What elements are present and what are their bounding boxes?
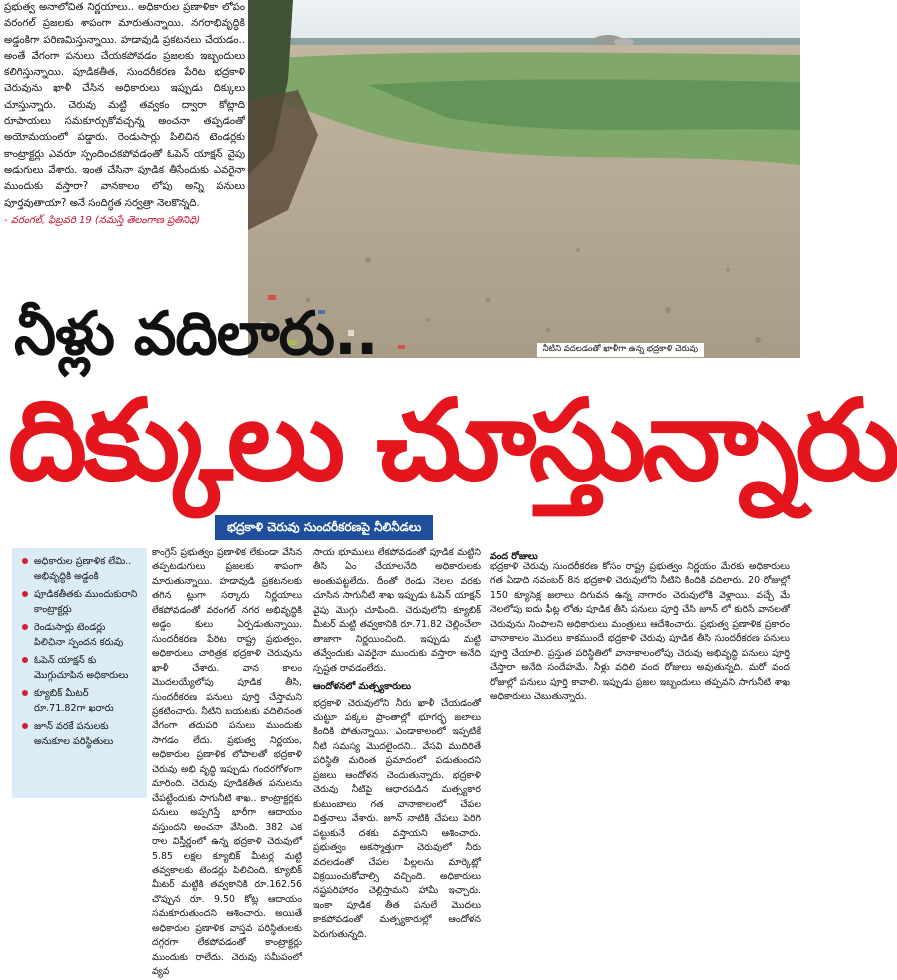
- list-item: ఓపెన్ యాక్షన్ కు మొగ్గుచూపిన అధికారులు: [20, 653, 139, 683]
- list-item: క్యూబిక్ మీటర్ రూ.71.82గా ఖరారు: [20, 686, 139, 716]
- article-column-4: [490, 560, 790, 705]
- article-column-1: [152, 546, 302, 980]
- column-3-body: భద్రకాళి చెరువు సుందరీకరణ కోసం రాష్ట్ర ప్రభుత్వం నిర్ణయం మేరకు అధికారులు గత ఏడాది నవంబర్ 8న భద్రకాళి చెరువులోని నీటిని కిందికి వదిలారు. 20 రోజుల్లో 150 క్యూసెక్ల జలాలు దిగువన ఉన్న నాగారం చెరువులోకి వెళ్లాయి. వచ్చే మే నెలలోపు ఐదు ఫీట్ల లోతు పూడిక తీసి పనులు పూర్తి చేసి జూన్ లో కురిసే వానలతో చెరువును నింపాలని అధికారులు మంత్రులు ఆదేశించారు. ప్రభుత్వ ప్రణాళిక ప్రకారం వానాకాలం మొదలు కాకముందే భద్రకాళి చెరువు పూడిక తీసి సుందరీకరణ పనులు పూర్తి చేయాలి. ప్రస్తుత పరిస్థితిలో వానాకాలంలోపు చెరువు అభివృద్ధి పనులు పూర్తి చేస్తారా అనేది సందేహమే. నీళ్లు వదిలి వంద రోజులు అవుతున్నది. మరో వంద రోజుల్లో పనులు పూర్తి కావాలి. ఇప్పుడు ప్రజల ఇబ్బందులు తప్పవని సాగునీటి శాఖ అధికారులు చెబుతున్నారు.: [490, 561, 790, 703]
- subheadline-banner: భద్రకాళి చెరువు సుందరీకరణపై నీలినీడలు: [215, 515, 433, 540]
- intro-text: ప్రభుత్వ అనాలోచిత నిర్ణయాలు.. అధికారుల ప్రణాళికా లోపం వరంగల్ ప్రజలకు శాపంగా మారుతున్నాయి. నగరాభివృద్ధికి అడ్డంకిగా పరిణమిస్తున్నాయి. హడావుడి ప్రకటనలు చేయడం.. అంతే వేగంగా పనులు చేయకపోవడం ప్రజలకు ఇబ్బందులు కలిగిస్తున్నాయి. పూడికతీత, సుందరీకరణ పేరిట భద్రకాళి చెరువును ఖాళీ చేసిన అధికారులు ఇప్పుడు దిక్కులు చూస్తున్నారు. చెరువు మట్టి తవ్వకం ద్వారా కోట్లాది రూపాయలు సమకూర్చుకోవచ్చన్న అంచనా తప్పడంతో అయోమయంలో పడ్డారు. రెండుసార్లు పిలిచిన టెండర్లకు కాంట్రాక్టర్లు ఎవరూ స్పందించకపోవడంతో ఓపెన్ యాక్షన్ వైపు అడుగులు వేశారు. ఇంత చేసినా పూడిక తీసేందుకు ఎవరైనా ముందుకు వస్తారా? వానకాలం లోపు అన్ని పనులు పూర్తవుతాయా? అనే సందిగ్ధత సర్వత్రా నెలకొన్నది.: [4, 2, 245, 209]
- highlights-sidebar: [12, 548, 147, 798]
- column-2-subheading: ఆందోళనలో మత్స్యకారులు: [313, 681, 411, 693]
- column-2-text: సాయ భూములు లేకపోవడంతో పూడిక మట్టిని తీసి ఏం చేయాలనేది అధికారులకు అంతుపట్టలేదు. దీంతో రెండు నెలల వరకు చూసిన సాగునీటి శాఖ ఇప్పుడు ఓపెన్ యాక్షన్ వైపు మొగ్గు చూపింది. చెరువులోని క్యూబిక్ మీటర్ మట్టి తవ్వకానికి రూ.71.82 చెల్లించేలా తాజాగా నిర్ణయించింది. ఇప్పుడు మట్టి తవ్వేందుకు ఎవరైనా ముందుకు వస్తారా అనేది స్పష్టత రావడంలేదు.: [313, 547, 481, 674]
- headline-line-2: దిక్కులు చూస్తున్నారు: [8, 376, 897, 506]
- intro-paragraph: [4, 0, 245, 300]
- dateline: - వరంగల్, ఫిబ్రవరి 19 (నమస్తే తెలంగాణ ప్రతినిధి): [4, 214, 201, 226]
- column-3-subheading: వంద రోజులు: [490, 551, 538, 562]
- list-item: జూన్ వరకే పనులకు అనుకూల పరిస్థితులు: [20, 719, 139, 749]
- headline-line-1: నీళ్లు వదిలారు..: [14, 299, 378, 369]
- photo-caption: నీటిని వదలడంతో ఖాళీగా ఉన్న భద్రకాళి చెరువు: [537, 343, 704, 357]
- column-2-body: భద్రకాళి చెరువులోని నీరు ఖాళీ చేయడంతో చుట్టూ పక్కల ప్రాంతాల్లో భూగర్భ జలాలు కిందికి పోతున్నాయి. ఎండాకాలంలో ఇప్పటికే నీటి సమస్య మొదలైందని.. వేసవి ముదిరితే పరిస్థితి మరింత ప్రమాదంలో పడుతుందని ప్రజలు ఆందోళన చెందుతున్నారు. భద్రకాళి చెరువు నీటిపై ఆధారపడిన మత్స్యకార కుటుంబాలు గత వానాకాలంలో చేపల విత్తనాలు వేశారు. జూన్ నాటికి చేపలు పెరిగి పట్టుకునే దశకు వస్తాయని ఆశించారు. ప్రభుత్వం అకస్మాత్తుగా చెరువులో నీరు వదలడంతో చేపల పిల్లలను మార్కెట్లో విక్రయించుకోవాల్సి వచ్చింది. అధికారులు నష్టపరిహారం చెల్లిస్తామని హామీ ఇచ్చారు. ఇంకా పూడిక తీత పనులే మొదలు కాకపోవడంతో మత్స్యకారుల్లో ఆందోళన పెరుగుతున్నది.: [313, 697, 481, 940]
- list-item: రెండుసార్లు టెండర్లు పిలిచినా స్పందన కరువు: [20, 620, 139, 650]
- list-item: పూడికతీతకు ముందుకురాని కాంట్రాక్టర్లు: [20, 587, 139, 617]
- column-1-text: కాంగ్రెస్ ప్రభుత్వం ప్రణాళిక లేకుండా వేసిన తప్పటడుగులు ప్రజలకు శాపంగా మారుతున్నాయి. హడావుడి ప్రకటనలకు తగిన ట్లుగా సర్కారు నిర్ణయాలు లేకపోవడంతో వరంగల్ నగర అభివృద్ధికి అడ్డం కులు ఏర్పడుతున్నాయి. సుందరీకరణ పేరిట రాష్ట్ర ప్రభుత్వం, అధికారులు చారిత్రక భద్రకాళి చెరువును ఖాళీ చేశారు. వాన కాలం మొదలయ్యేలోపు పూడిక తీసి, సుందరీకరణ పనులు పూర్తి చేస్తామని ప్రకటించారు. నీటిని బయటకు వదిలినంత వేగంగా తదుపరి పనులు ముందుకు సాగడం లేదు. ప్రభుత్వ నిర్ణయం, అధికారుల ప్రణాళిక లోపాలతో భద్రకాళి చెరువు అభి వృద్ధి ఇప్పుడు గందరగోళంగా మారింది. చెరువు పూడికతీత పనులను చేపట్టేందుకు సాగునీటి శాఖ.. కాంట్రాక్టర్లకు పనులు అప్పగిస్తే భారీగా ఆదాయం వస్తుందని అంచనా వేసింది. 382 ఎక రాల విస్తీర్ణంలో ఉన్న భద్రకాళి చెరువులో 5.85 లక్షల క్యూబిక్ మీటర్ల మట్టి తవ్వకాలకు టెండర్లు పిలిచింది. క్యూబిక్ మీటర్ మట్టికి తవ్వకానికి రూ.162.56 చొప్పున రూ. 9.50 కోట్ల ఆదాయం సమకూరుతుందని ఆశించారు. అయితే అధికారుల ప్రణాళిక వాస్తవ పరిస్థితులకు దగ్గరగా లేకపోవడంతో కాంట్రాక్టర్లు ముందుకు రాలేదు. చెరువు సమీపంలో వ్యవ: [152, 547, 302, 978]
- highlights-list: [20, 554, 139, 749]
- list-item: అధికారుల ప్రణాళిక లేమి.. అభివృద్ధికి అడ్డంకి: [20, 554, 139, 584]
- article-column-2: [313, 546, 481, 942]
